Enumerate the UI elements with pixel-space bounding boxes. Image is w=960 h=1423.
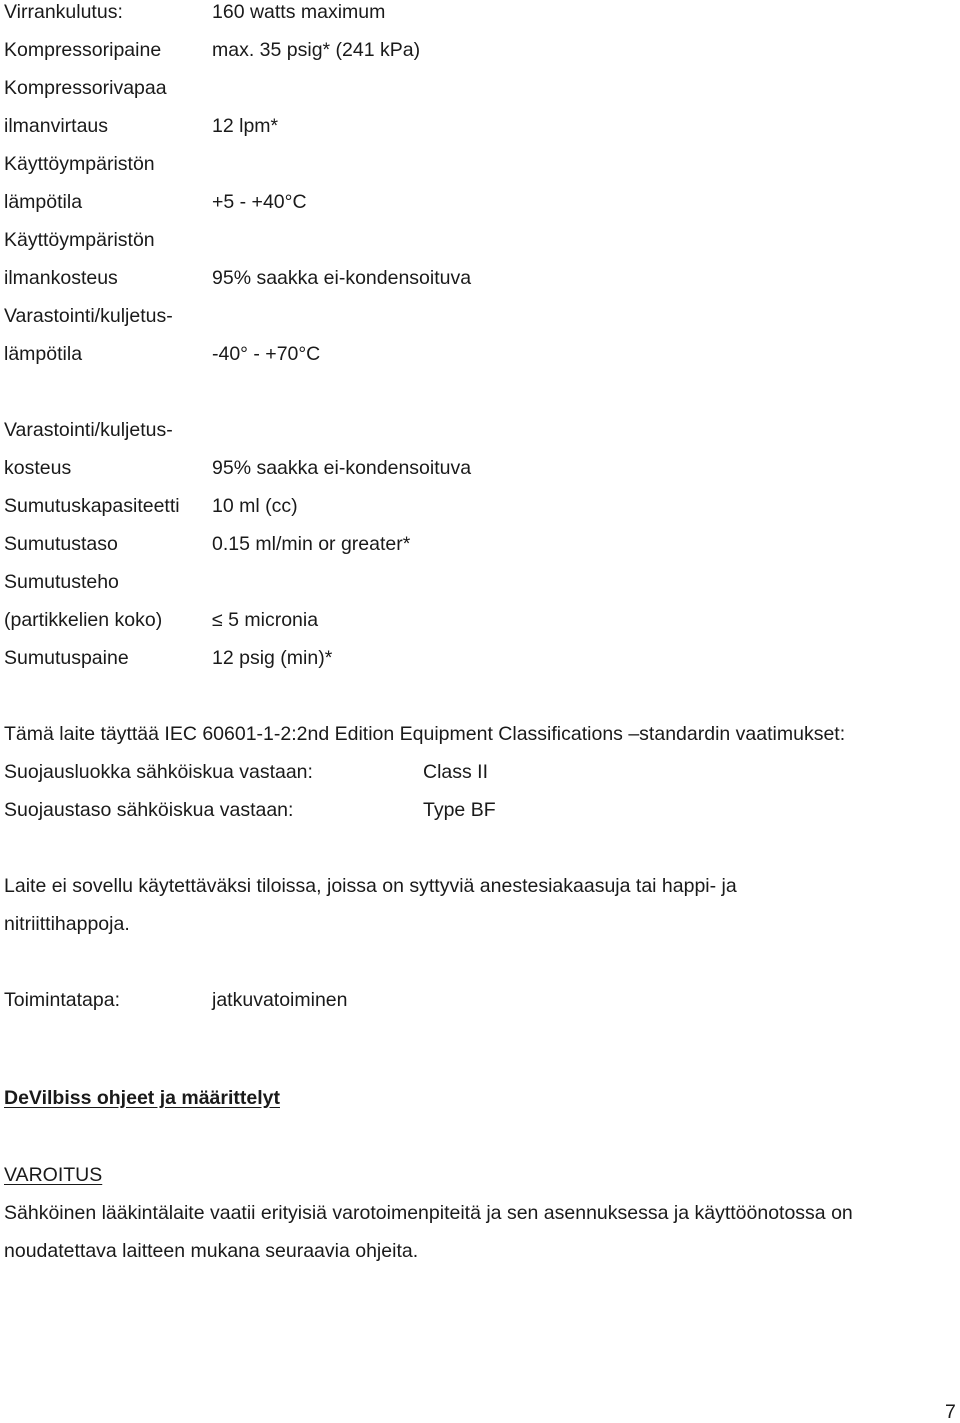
spec-value: 12 psig (min)*: [212, 647, 333, 669]
spec-label: kosteus: [4, 457, 72, 479]
spec-value: ≤ 5 micronia: [212, 609, 319, 631]
spec-value: 95% saakka ei-kondensoituva: [212, 457, 472, 479]
spec-value: 10 ml (cc): [212, 495, 298, 517]
spec-label: Käyttöympäristön: [4, 153, 155, 175]
spec-label: Varastointi/kuljetus-: [4, 419, 173, 441]
spec-label: Kompressoripaine: [4, 39, 162, 61]
spec-label: Sumutuskapasiteetti: [4, 495, 180, 517]
spec-value: 160 watts maximum: [212, 1, 386, 23]
spec-label: ilmanvirtaus: [4, 115, 109, 137]
spec-value: 0.15 ml/min or greater*: [212, 533, 411, 555]
warning-text: nitriittihappoja.: [4, 913, 130, 935]
spec-value: 12 lpm*: [212, 115, 279, 137]
spec-label: Virrankulutus:: [4, 1, 123, 23]
warning-text: Laite ei sovellu käytettäväksi tiloissa, joissa on syttyviä anestesiakaasuja tai happi- ja: [4, 875, 737, 897]
compliance-value: Class II: [423, 761, 489, 783]
spec-label: lämpötila: [4, 343, 83, 365]
spec-value: +5 - +40°C: [212, 191, 307, 213]
varoitus-text: Sähköinen lääkintälaite vaatii erityisiä varotoimenpiteitä ja sen asennuksessa ja käyttöönotossa on: [4, 1202, 853, 1224]
compliance-intro: Tämä laite täyttää IEC 60601-1-2:2nd Edition Equipment Classifications –standardin vaatimukset:: [4, 723, 846, 745]
page-number: 7: [945, 1401, 956, 1423]
spec-label: ilmankosteus: [4, 267, 118, 289]
compliance-label: Suojaustaso sähköiskua vastaan:: [4, 799, 294, 821]
spec-label: Sumutustaso: [4, 533, 118, 555]
spec-value: max. 35 psig* (241 kPa): [212, 39, 421, 61]
varoitus-heading: VAROITUS: [4, 1164, 103, 1186]
spec-label: (partikkelien koko): [4, 609, 163, 631]
compliance-label: Suojausluokka sähköiskua vastaan:: [4, 761, 313, 783]
spec-label: Sumutusteho: [4, 571, 119, 593]
compliance-value: Type BF: [423, 799, 496, 821]
spec-label: Sumutuspaine: [4, 647, 129, 669]
spec-label: Kompressorivapaa: [4, 77, 167, 99]
spec-label: lämpötila: [4, 191, 83, 213]
spec-value: 95% saakka ei-kondensoituva: [212, 267, 472, 289]
spec-label: Käyttöympäristön: [4, 229, 155, 251]
spec-label: Varastointi/kuljetus-: [4, 305, 173, 327]
varoitus-text: noudatettava laitteen mukana seuraavia ohjeita.: [4, 1240, 419, 1262]
spec-value: -40° - +70°C: [212, 343, 321, 365]
operation-value: jatkuvatoiminen: [212, 989, 348, 1011]
operation-label: Toimintatapa:: [4, 989, 120, 1011]
section-heading: DeVilbiss ohjeet ja määrittelyt: [4, 1087, 280, 1109]
